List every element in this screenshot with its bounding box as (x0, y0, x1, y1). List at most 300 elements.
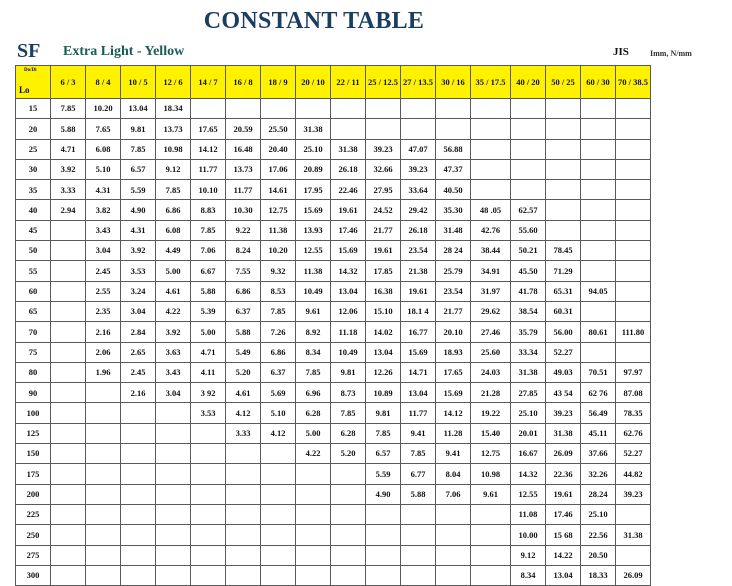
table-cell: 2.45 (121, 362, 156, 382)
table-cell: 50.21 (511, 241, 546, 261)
table-cell: 25.10 (511, 403, 546, 423)
table-cell (616, 241, 651, 261)
table-cell: 4.71 (191, 342, 226, 362)
table-cell (156, 545, 191, 565)
table-cell (86, 545, 121, 565)
table-cell (471, 139, 511, 159)
row-lo-cell: 200 (16, 484, 51, 504)
table-cell (331, 119, 366, 139)
table-cell (331, 504, 366, 524)
table-cell (86, 484, 121, 504)
column-header: 50 / 25 (546, 66, 581, 99)
table-cell: 5.20 (226, 362, 261, 382)
table-cell: 78.35 (616, 403, 651, 423)
table-cell (401, 119, 436, 139)
table-cell: 4.90 (121, 200, 156, 220)
table-cell (191, 484, 226, 504)
table-cell: 5.59 (121, 180, 156, 200)
table-cell: 9.41 (436, 444, 471, 464)
table-cell: 13.04 (546, 565, 581, 585)
table-row (16, 159, 651, 179)
table-cell: 14.71 (401, 362, 436, 382)
table-cell: 11.38 (261, 220, 296, 240)
table-cell: 2.94 (51, 200, 86, 220)
table-cell: 18.93 (436, 342, 471, 362)
table-cell (121, 484, 156, 504)
column-header: 35 / 17.5 (471, 66, 511, 99)
table-cell: 5.59 (366, 464, 401, 484)
table-cell: 9.81 (121, 119, 156, 139)
table-cell: 11.08 (511, 504, 546, 524)
table-cell (191, 525, 226, 545)
table-cell: 17.65 (191, 119, 226, 139)
table-row (16, 180, 651, 200)
table-cell (156, 464, 191, 484)
table-cell: 16.38 (366, 281, 401, 301)
table-cell (156, 423, 191, 443)
table-cell: 22.36 (546, 464, 581, 484)
table-cell: 45.50 (511, 261, 546, 281)
table-cell (191, 464, 226, 484)
table-cell: 62.57 (511, 200, 546, 220)
table-cell (51, 464, 86, 484)
table-cell (616, 180, 651, 200)
table-cell (191, 545, 226, 565)
table-cell: 28.24 (581, 484, 616, 504)
table-cell (546, 139, 581, 159)
table-cell: 7.65 (86, 119, 121, 139)
table-cell (616, 220, 651, 240)
table-cell: 12.55 (296, 241, 331, 261)
table-cell: 3.33 (226, 423, 261, 443)
row-lo-cell: 40 (16, 200, 51, 220)
table-cell: 7.55 (226, 261, 261, 281)
table-row (16, 220, 651, 240)
table-row (16, 139, 651, 159)
table-cell: 3.82 (86, 200, 121, 220)
table-cell (616, 261, 651, 281)
table-cell: 33.34 (511, 342, 546, 362)
table-cell (51, 423, 86, 443)
row-lo-cell: 250 (16, 525, 51, 545)
table-row (16, 200, 651, 220)
table-cell: 20.50 (581, 545, 616, 565)
table-cell (581, 301, 616, 321)
table-cell: 31.38 (546, 423, 581, 443)
table-cell: 3.53 (121, 261, 156, 281)
table-row (16, 281, 651, 301)
table-cell: 8.34 (511, 565, 546, 585)
table-cell (261, 504, 296, 524)
table-cell: 18.33 (581, 565, 616, 585)
table-cell (296, 545, 331, 565)
row-lo-cell: 90 (16, 383, 51, 403)
table-cell: 10.20 (261, 241, 296, 261)
table-cell: 20.59 (226, 119, 261, 139)
row-lo-cell: 70 (16, 322, 51, 342)
table-cell (121, 403, 156, 423)
table-cell: 7.26 (261, 322, 296, 342)
table-cell (261, 525, 296, 545)
table-cell (156, 504, 191, 524)
table-cell (616, 139, 651, 159)
corner-do-di-label: Do/Di (24, 68, 37, 73)
table-cell: 32.26 (581, 464, 616, 484)
table-cell: 23.54 (401, 241, 436, 261)
table-cell (546, 220, 581, 240)
table-cell: 41.78 (511, 281, 546, 301)
table-cell (471, 119, 511, 139)
column-header: 18 / 9 (261, 66, 296, 99)
table-cell: 6.77 (401, 464, 436, 484)
table-cell (51, 261, 86, 281)
table-cell (191, 444, 226, 464)
table-cell: 5.00 (191, 322, 226, 342)
table-cell (51, 504, 86, 524)
table-row (16, 383, 651, 403)
table-cell: 9.61 (296, 301, 331, 321)
table-cell (51, 403, 86, 423)
table-cell (366, 99, 401, 119)
table-cell (511, 139, 546, 159)
corner-lo-label: Lo (19, 85, 30, 95)
table-cell (156, 484, 191, 504)
table-cell (51, 241, 86, 261)
table-cell (191, 423, 226, 443)
table-cell: 23.54 (436, 281, 471, 301)
table-cell (86, 504, 121, 524)
table-cell: 6.96 (296, 383, 331, 403)
table-cell (296, 99, 331, 119)
table-cell (616, 281, 651, 301)
table-cell: 40.50 (436, 180, 471, 200)
table-cell: 19.22 (471, 403, 511, 423)
table-cell (51, 484, 86, 504)
table-cell: 5.88 (226, 322, 261, 342)
table-cell (86, 464, 121, 484)
page-title: CONSTANT TABLE (203, 8, 425, 34)
table-cell: 3.43 (86, 220, 121, 240)
table-cell: 39.23 (616, 484, 651, 504)
row-lo-cell: 35 (16, 180, 51, 200)
column-header: 70 / 38.5 (616, 66, 651, 99)
table-cell: 17.95 (296, 180, 331, 200)
table-cell (296, 464, 331, 484)
table-cell (471, 99, 511, 119)
table-cell: 12.06 (331, 301, 366, 321)
table-cell (191, 504, 226, 524)
column-header: 22 / 11 (331, 66, 366, 99)
column-header: 60 / 30 (581, 66, 616, 99)
table-row (16, 241, 651, 261)
table-cell: 6.86 (156, 200, 191, 220)
table-cell: 5.00 (296, 423, 331, 443)
column-header: 20 / 10 (296, 66, 331, 99)
table-cell: 33.64 (401, 180, 436, 200)
table-cell: 5.49 (226, 342, 261, 362)
table-cell: 14.12 (436, 403, 471, 423)
table-cell (581, 220, 616, 240)
table-cell: 45.11 (581, 423, 616, 443)
table-cell: 3.04 (121, 301, 156, 321)
table-cell (261, 484, 296, 504)
constant-table (15, 65, 651, 586)
table-cell: 9.32 (261, 261, 296, 281)
table-cell: 14.61 (261, 180, 296, 200)
table-cell (471, 159, 511, 179)
table-cell: 3.92 (121, 241, 156, 261)
table-cell (471, 504, 511, 524)
table-cell: 2.84 (121, 322, 156, 342)
table-cell: 9.22 (226, 220, 261, 240)
table-cell: 21.77 (366, 220, 401, 240)
table-row (16, 484, 651, 504)
table-cell: 39.23 (401, 159, 436, 179)
table-cell (51, 362, 86, 382)
table-cell (226, 484, 261, 504)
table-cell: 6.37 (261, 362, 296, 382)
table-cell (156, 444, 191, 464)
table-cell (331, 464, 366, 484)
table-cell (121, 504, 156, 524)
table-cell (121, 444, 156, 464)
table-cell (616, 99, 651, 119)
table-cell (581, 200, 616, 220)
table-cell: 13.04 (331, 281, 366, 301)
table-cell (436, 504, 471, 524)
table-cell: 7.85 (51, 99, 86, 119)
table-cell: 32.66 (366, 159, 401, 179)
table-cell (401, 545, 436, 565)
table-cell (86, 565, 121, 585)
table-row (16, 464, 651, 484)
table-cell: 78.45 (546, 241, 581, 261)
table-cell: 5.10 (86, 159, 121, 179)
row-lo-cell: 275 (16, 545, 51, 565)
table-cell: 6.37 (226, 301, 261, 321)
table-cell: 60.31 (546, 301, 581, 321)
table-cell (581, 99, 616, 119)
table-cell: 94.05 (581, 281, 616, 301)
table-cell: 9.41 (401, 423, 436, 443)
table-cell: 7.85 (121, 139, 156, 159)
table-cell (261, 545, 296, 565)
table-cell: 15.69 (331, 241, 366, 261)
table-cell: 39.23 (366, 139, 401, 159)
table-cell (546, 99, 581, 119)
table-cell (331, 565, 366, 585)
table-cell: 6.08 (86, 139, 121, 159)
table-cell: 20.10 (436, 322, 471, 342)
table-cell (401, 99, 436, 119)
column-header: 25 / 12.5 (366, 66, 401, 99)
table-cell (296, 565, 331, 585)
table-row (16, 301, 651, 321)
table-cell (51, 281, 86, 301)
table-cell: 2.65 (121, 342, 156, 362)
table-cell: 8.73 (331, 383, 366, 403)
table-cell: 16.77 (401, 322, 436, 342)
table-cell: 13.04 (121, 99, 156, 119)
table-cell: 31.48 (436, 220, 471, 240)
table-cell: 4.31 (121, 220, 156, 240)
table-cell (581, 119, 616, 139)
table-row (16, 261, 651, 281)
table-cell (471, 565, 511, 585)
table-body (16, 99, 651, 586)
table-cell: 9.61 (471, 484, 511, 504)
table-cell: 4.22 (296, 444, 331, 464)
table-cell: 15 68 (546, 525, 581, 545)
table-cell (296, 504, 331, 524)
column-header: 16 / 8 (226, 66, 261, 99)
table-cell: 5.88 (191, 281, 226, 301)
table-cell: 7.85 (401, 444, 436, 464)
table-cell: 8.92 (296, 322, 331, 342)
table-cell (401, 504, 436, 524)
table-cell: 6.28 (296, 403, 331, 423)
table-cell (51, 565, 86, 585)
table-cell: 3.33 (51, 180, 86, 200)
table-cell: 44.82 (616, 464, 651, 484)
table-cell: 21.28 (471, 383, 511, 403)
table-cell (331, 545, 366, 565)
table-cell (401, 525, 436, 545)
table-row (16, 99, 651, 119)
column-header: 12 / 6 (156, 66, 191, 99)
table-row (16, 322, 651, 342)
table-cell: 26.09 (546, 444, 581, 464)
table-cell: 5.20 (331, 444, 366, 464)
table-cell: 19.61 (331, 200, 366, 220)
table-cell: 13.04 (401, 383, 436, 403)
table-cell: 35.79 (511, 322, 546, 342)
table-cell: 48 .05 (471, 200, 511, 220)
column-header: 30 / 16 (436, 66, 471, 99)
table-cell: 5.10 (261, 403, 296, 423)
table-row (16, 362, 651, 382)
table-cell (436, 525, 471, 545)
table-cell (511, 119, 546, 139)
series-subtitle: Extra Light - Yellow (63, 44, 185, 59)
table-cell: 14.32 (331, 261, 366, 281)
table-cell: 17.85 (366, 261, 401, 281)
table-row (16, 565, 651, 585)
table-cell (616, 159, 651, 179)
table-cell: 14.12 (191, 139, 226, 159)
table-cell: 49.03 (546, 362, 581, 382)
table-cell: 17.65 (436, 362, 471, 382)
table-cell: 7.85 (331, 403, 366, 423)
row-lo-cell: 300 (16, 565, 51, 585)
table-cell: 5.39 (191, 301, 226, 321)
table-cell: 13.73 (226, 159, 261, 179)
table-cell (616, 200, 651, 220)
table-cell (86, 403, 121, 423)
table-cell: 34.91 (471, 261, 511, 281)
table-cell: 35.30 (436, 200, 471, 220)
table-cell: 43 54 (546, 383, 581, 403)
table-cell: 22.46 (331, 180, 366, 200)
table-cell (436, 545, 471, 565)
table-cell: 7.85 (156, 180, 191, 200)
table-cell: 7.85 (191, 220, 226, 240)
table-cell: 8.83 (191, 200, 226, 220)
table-row (16, 444, 651, 464)
table-cell: 6.57 (366, 444, 401, 464)
table-cell: 5.00 (156, 261, 191, 281)
table-cell (261, 464, 296, 484)
table-cell: 28 24 (436, 241, 471, 261)
table-cell: 65.31 (546, 281, 581, 301)
table-cell: 15.69 (296, 200, 331, 220)
table-cell: 4.22 (156, 301, 191, 321)
table-cell: 22.56 (581, 525, 616, 545)
table-row (16, 423, 651, 443)
table-cell: 87.08 (616, 383, 651, 403)
table-cell: 47.37 (436, 159, 471, 179)
table-cell: 8.53 (261, 281, 296, 301)
table-cell: 2.16 (121, 383, 156, 403)
table-cell (366, 565, 401, 585)
table-cell: 15.40 (471, 423, 511, 443)
table-cell: 8.24 (226, 241, 261, 261)
table-cell: 4.90 (366, 484, 401, 504)
table-cell: 14.22 (546, 545, 581, 565)
table-cell (226, 504, 261, 524)
table-cell: 12.26 (366, 362, 401, 382)
table-cell: 27.95 (366, 180, 401, 200)
table-row (16, 342, 651, 362)
table-row (16, 525, 651, 545)
table-cell: 10.20 (86, 99, 121, 119)
row-lo-cell: 30 (16, 159, 51, 179)
table-cell: 11.77 (401, 403, 436, 423)
table-cell: 17.46 (546, 504, 581, 524)
table-cell: 18.34 (156, 99, 191, 119)
table-cell (296, 484, 331, 504)
table-cell (331, 525, 366, 545)
table-cell: 7.06 (436, 484, 471, 504)
row-lo-cell: 75 (16, 342, 51, 362)
table-cell: 56.49 (581, 403, 616, 423)
table-cell: 2.16 (86, 322, 121, 342)
table-cell (261, 99, 296, 119)
table-cell: 19.61 (366, 241, 401, 261)
table-cell: 47.07 (401, 139, 436, 159)
table-cell (546, 119, 581, 139)
column-header: 10 / 5 (121, 66, 156, 99)
table-cell: 3.43 (156, 362, 191, 382)
table-cell: 6.57 (121, 159, 156, 179)
table-cell (616, 504, 651, 524)
table-cell: 3.92 (51, 159, 86, 179)
table-cell: 71.29 (546, 261, 581, 281)
table-cell (191, 565, 226, 585)
table-cell: 55.60 (511, 220, 546, 240)
table-cell (511, 159, 546, 179)
table-cell (226, 464, 261, 484)
table-cell (121, 464, 156, 484)
table-row (16, 504, 651, 524)
table-cell: 7.85 (261, 301, 296, 321)
table-cell: 13.73 (156, 119, 191, 139)
table-cell: 2.45 (86, 261, 121, 281)
table-cell: 15.69 (401, 342, 436, 362)
table-cell (401, 565, 436, 585)
table-cell (191, 99, 226, 119)
table-cell: 52.27 (546, 342, 581, 362)
